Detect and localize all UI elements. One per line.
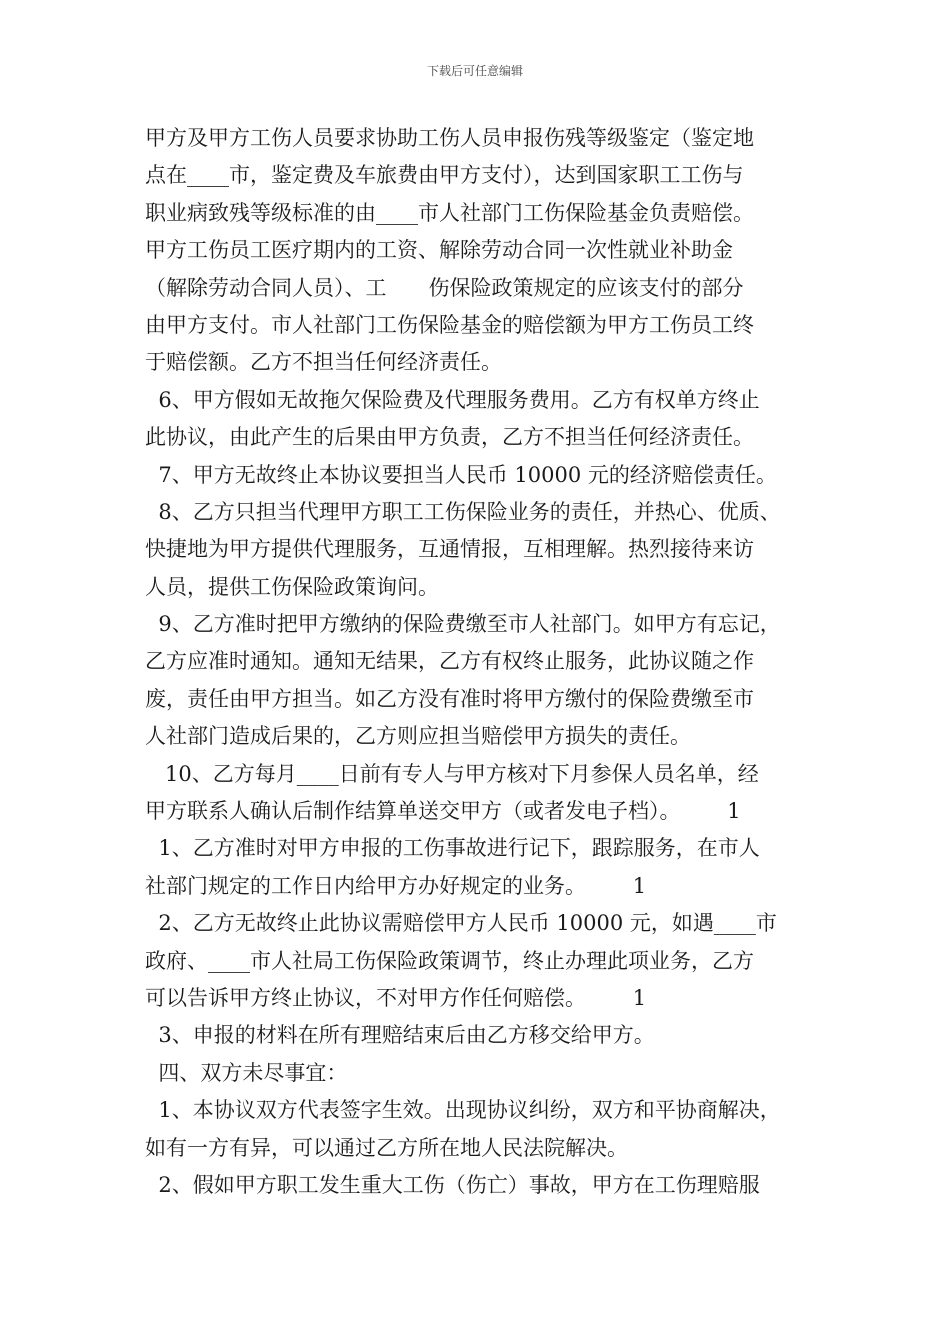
text-line: 由甲方支付。市人社部门工伤保险基金的赔偿额为甲方工伤员工终 [145,312,754,337]
text-line: 甲方联系人确认后制作结算单送交甲方（或者发电子档）。 1 [145,799,741,824]
text-line: 1、本协议双方代表签字生效。出现协议纠纷，双方和平协商解决， [145,1098,781,1123]
text-line: 2、假如甲方职工发生重大工伤（伤亡）事故，甲方在工伤理赔服 [145,1172,760,1197]
text-line: 社部门规定的工作日内给甲方办好规定的业务。 1 [145,873,647,898]
text-line: 8、乙方只担当代理甲方职工工伤保险业务的责任，并热心、优质、 [145,499,781,524]
text-line: 6、甲方假如无故拖欠保险费及代理服务费用。乙方有权单方终止 [145,387,760,412]
text-line: 9、乙方准时把甲方缴纳的保险费缴至市人社部门。如甲方有忘记， [145,612,781,637]
text-line: 甲方及甲方工伤人员要求协助工伤人员申报伤残等级鉴定（鉴定地 [145,126,754,150]
text-line: 此协议，由此产生的后果由甲方负责，乙方不担当任何经济责任。 [145,425,754,450]
text-line: 人员，提供工伤保险政策询问。 [145,574,439,599]
text-line: 于赔偿额。乙方不担当任何经济责任。 [145,350,502,375]
text-line: 如有一方有异，可以通过乙方所在地人民法院解决。 [145,1135,628,1160]
text-line: 2、乙方无故终止此协议需赔偿甲方人民币 10000 元，如遇____市 [145,911,777,936]
text-line: 7、甲方无故终止本协议要担当人民币 10000 元的经济赔偿责任。 [145,462,777,487]
document-body [145,120,835,1204]
text-line: 10、乙方每月____日前有专人与甲方核对下月参保人员名单，经 [145,761,759,786]
text-line: 职业病致残等级标准的由____市人社部门工伤保险基金负责赔偿。 [145,200,754,225]
text-line: 人社部门造成后果的，乙方则应担当赔偿甲方损失的责任。 [145,724,691,749]
text-line: 政府、____市人社局工伤保险政策调节，终止办理此项业务，乙方 [145,948,754,973]
text-line: 快捷地为甲方提供代理服务，互通情报，互相理解。热烈接待来访 [145,537,754,562]
text-line: 四、双方未尽事宜： [145,1060,348,1085]
text-line: 1、乙方准时对甲方申报的工伤事故进行记下，跟踪服务，在市人 [145,836,760,861]
text-line: 废，责任由甲方担当。如乙方没有准时将甲方缴付的保险费缴至市 [145,686,754,711]
text-line: 甲方工伤员工医疗期内的工资、解除劳动合同一次性就业补助金 [145,238,733,263]
text-line: 可以告诉甲方终止协议，不对甲方作任何赔偿。 1 [145,985,647,1010]
text-line: 点在____市，鉴定费及车旅费由甲方支付），达到国家职工工伤与 [145,163,744,188]
text-line: （解除劳动合同人员）、工 伤保险政策规定的应该支付的部分 [145,275,744,300]
text-line: 乙方应准时通知。通知无结果，乙方有权终止服务，此协议随之作 [145,649,754,674]
text-line: 3、申报的材料在所有理赔结束后由乙方移交给甲方。 [145,1023,655,1048]
page-header: 下载后可任意编辑 [426,64,523,78]
